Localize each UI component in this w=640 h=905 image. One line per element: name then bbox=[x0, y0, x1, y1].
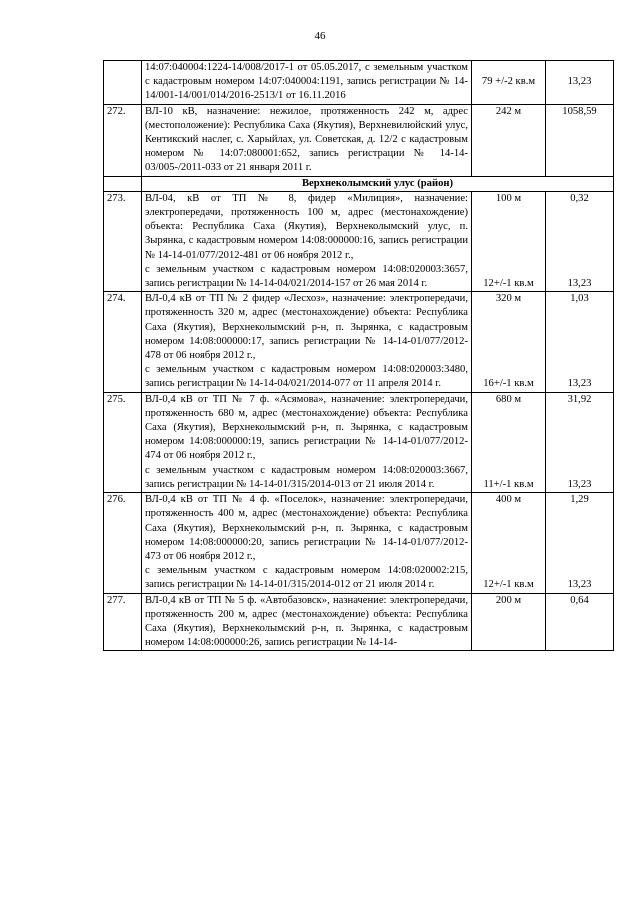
object-description: ВЛ-0,4 кВ от ТП № 4 ф. «Поселок», назначение: электропередачи, протяженность 400 м, адрес (местонахождение) объекта: Республика Саха (Якутия), Верхнеколымский р-н, п. Зырянка, с кадастровым номером 14:08:000000:20, запись регистрации № 14-14-01/077/2012-473 от 06 ноября 2012 г., bbox=[145, 494, 468, 562]
row-length: 200 м bbox=[472, 593, 546, 651]
row-number: 273. bbox=[104, 191, 142, 291]
row-description bbox=[142, 292, 472, 392]
row-value: 1058,59 bbox=[546, 104, 614, 176]
row-length: 680 м 11+/-1 кв.м bbox=[472, 392, 546, 492]
object-description: ВЛ-0,4 кВ от ТП № 2 фидер «Лесхоз», назначение: электропередачи, протяженность 320 м, адрес (местонахождение) объекта: Республика Саха (Якутия), Верхнеколымский р-н, п. Зырянка, с кадастровым номером 14:08:000000:17, запись регистрации № 14-14-01/077/2012-478 от 06 ноября 2012 г., bbox=[145, 293, 468, 362]
row-length: 242 м bbox=[472, 104, 546, 176]
row-description bbox=[142, 493, 472, 593]
row-number-cell bbox=[104, 61, 142, 105]
row-value: 0,64 bbox=[546, 593, 614, 651]
table-row bbox=[104, 191, 614, 291]
table-row bbox=[104, 493, 614, 593]
row-number: 276. bbox=[104, 493, 142, 593]
table-row bbox=[104, 104, 614, 176]
row-value: 1,03 13,23 bbox=[546, 292, 614, 392]
land-description: с земельным участком с кадастровым номером 14:08:020003:3480, запись регистрации № 14-14-04/021/2014-077 от 11 апреля 2014 г. bbox=[145, 364, 468, 390]
district-header-row bbox=[104, 176, 614, 191]
row-value: 31,92 13,23 bbox=[546, 392, 614, 492]
row-description: ВЛ-0,4 кВ от ТП № 5 ф. «Автобазовск», назначение: электропередачи, протяженность 200 м, адрес (местонахождение) объекта: Республика Саха (Якутия), Верхнеколымский р-н, п. Зырянка, с кадастровым номером 14:08:000000:26, запись регистрации № 14-14- bbox=[142, 593, 472, 651]
row-description: 14:07:040004:1224-14/008/2017-1 от 05.05.2017, с земельным участком с кадастровым номером 14:07:040004:1191, запись регистрации № 14-14/001-14/001/014/2016-2513/1 от 16.11.2016 bbox=[142, 61, 472, 105]
table-row bbox=[104, 392, 614, 492]
row-number: 274. bbox=[104, 292, 142, 392]
table-row bbox=[104, 292, 614, 392]
table-row bbox=[104, 593, 614, 651]
row-value: 1,29 13,23 bbox=[546, 493, 614, 593]
row-number: 277. bbox=[104, 593, 142, 651]
row-description: ВЛ-10 кВ, назначение: нежилое, протяженность 242 м, адрес (местоположение): Республика Саха (Якутия), Верхневилюйский улус, Кентикский наслег, с. Харыйлах, ул. Советская, д. 12/2 с кадастровым номером № 14:07:080001:652, запись регистрации № 14-14-03/005-/2011-033 от 21 января 2011 г. bbox=[142, 104, 472, 176]
district-header: Верхнеколымский улус (район) bbox=[142, 176, 614, 191]
table-row bbox=[104, 61, 614, 105]
row-description bbox=[142, 191, 472, 291]
row-length: 400 м 12+/-1 кв.м bbox=[472, 493, 546, 593]
row-description bbox=[142, 392, 472, 492]
row-number: 272. bbox=[104, 104, 142, 176]
row-value: 13,23 bbox=[546, 61, 614, 105]
object-description: ВЛ-0,4 кВ от ТП № 7 ф. «Асямова», назначение: электропередачи, протяженность 680 м, адрес (местонахождение) объекта: Республика Саха (Якутия), Верхнеколымский р-н, п. Зырянка, с кадастровым номером 14:08:000000:19, запись регистрации № 14-14-01/077/2012-474 от 06 ноября 2012 г., bbox=[145, 393, 468, 462]
object-description: ВЛ-04, кВ от ТП № 8, фидер «Милиция», назначение: электропередачи, протяженность 100 м, адрес (местонахождение) объекта: Республика Саха (Якутия), Верхнеколымский улус, п. Зырянка, с кадастровым номером 14:08:000000:16, запись регистрации № 14-14-01/077/2012-481 от 06 ноября 2012 г., bbox=[145, 192, 468, 261]
land-description: с земельным участком с кадастровым номером 14:08:020003:3657, запись регистрации № 14-14-04/021/2014-157 от 26 мая 2014 г. bbox=[145, 263, 468, 290]
page-number: 46 bbox=[314, 30, 326, 42]
land-description: с земельным участком с кадастровым номером 14:08:020003:3667, запись регистрации № 14-14-01/315/2014-013 от 21 июля 2014 г. bbox=[145, 464, 468, 490]
row-length: 100 м 12+/-1 кв.м bbox=[472, 191, 546, 291]
row-number: 275. bbox=[104, 392, 142, 492]
row-value: 0,32 13,23 bbox=[546, 191, 614, 291]
row-length: 79 +/-2 кв.м bbox=[472, 61, 546, 105]
property-table bbox=[103, 60, 614, 651]
row-length: 320 м 16+/-1 кв.м bbox=[472, 292, 546, 392]
land-description: с земельным участком с кадастровым номером 14:08:020002:215, запись регистрации № 14-14-01/315/2014-012 от 21 июля 2014 г. bbox=[145, 565, 468, 591]
